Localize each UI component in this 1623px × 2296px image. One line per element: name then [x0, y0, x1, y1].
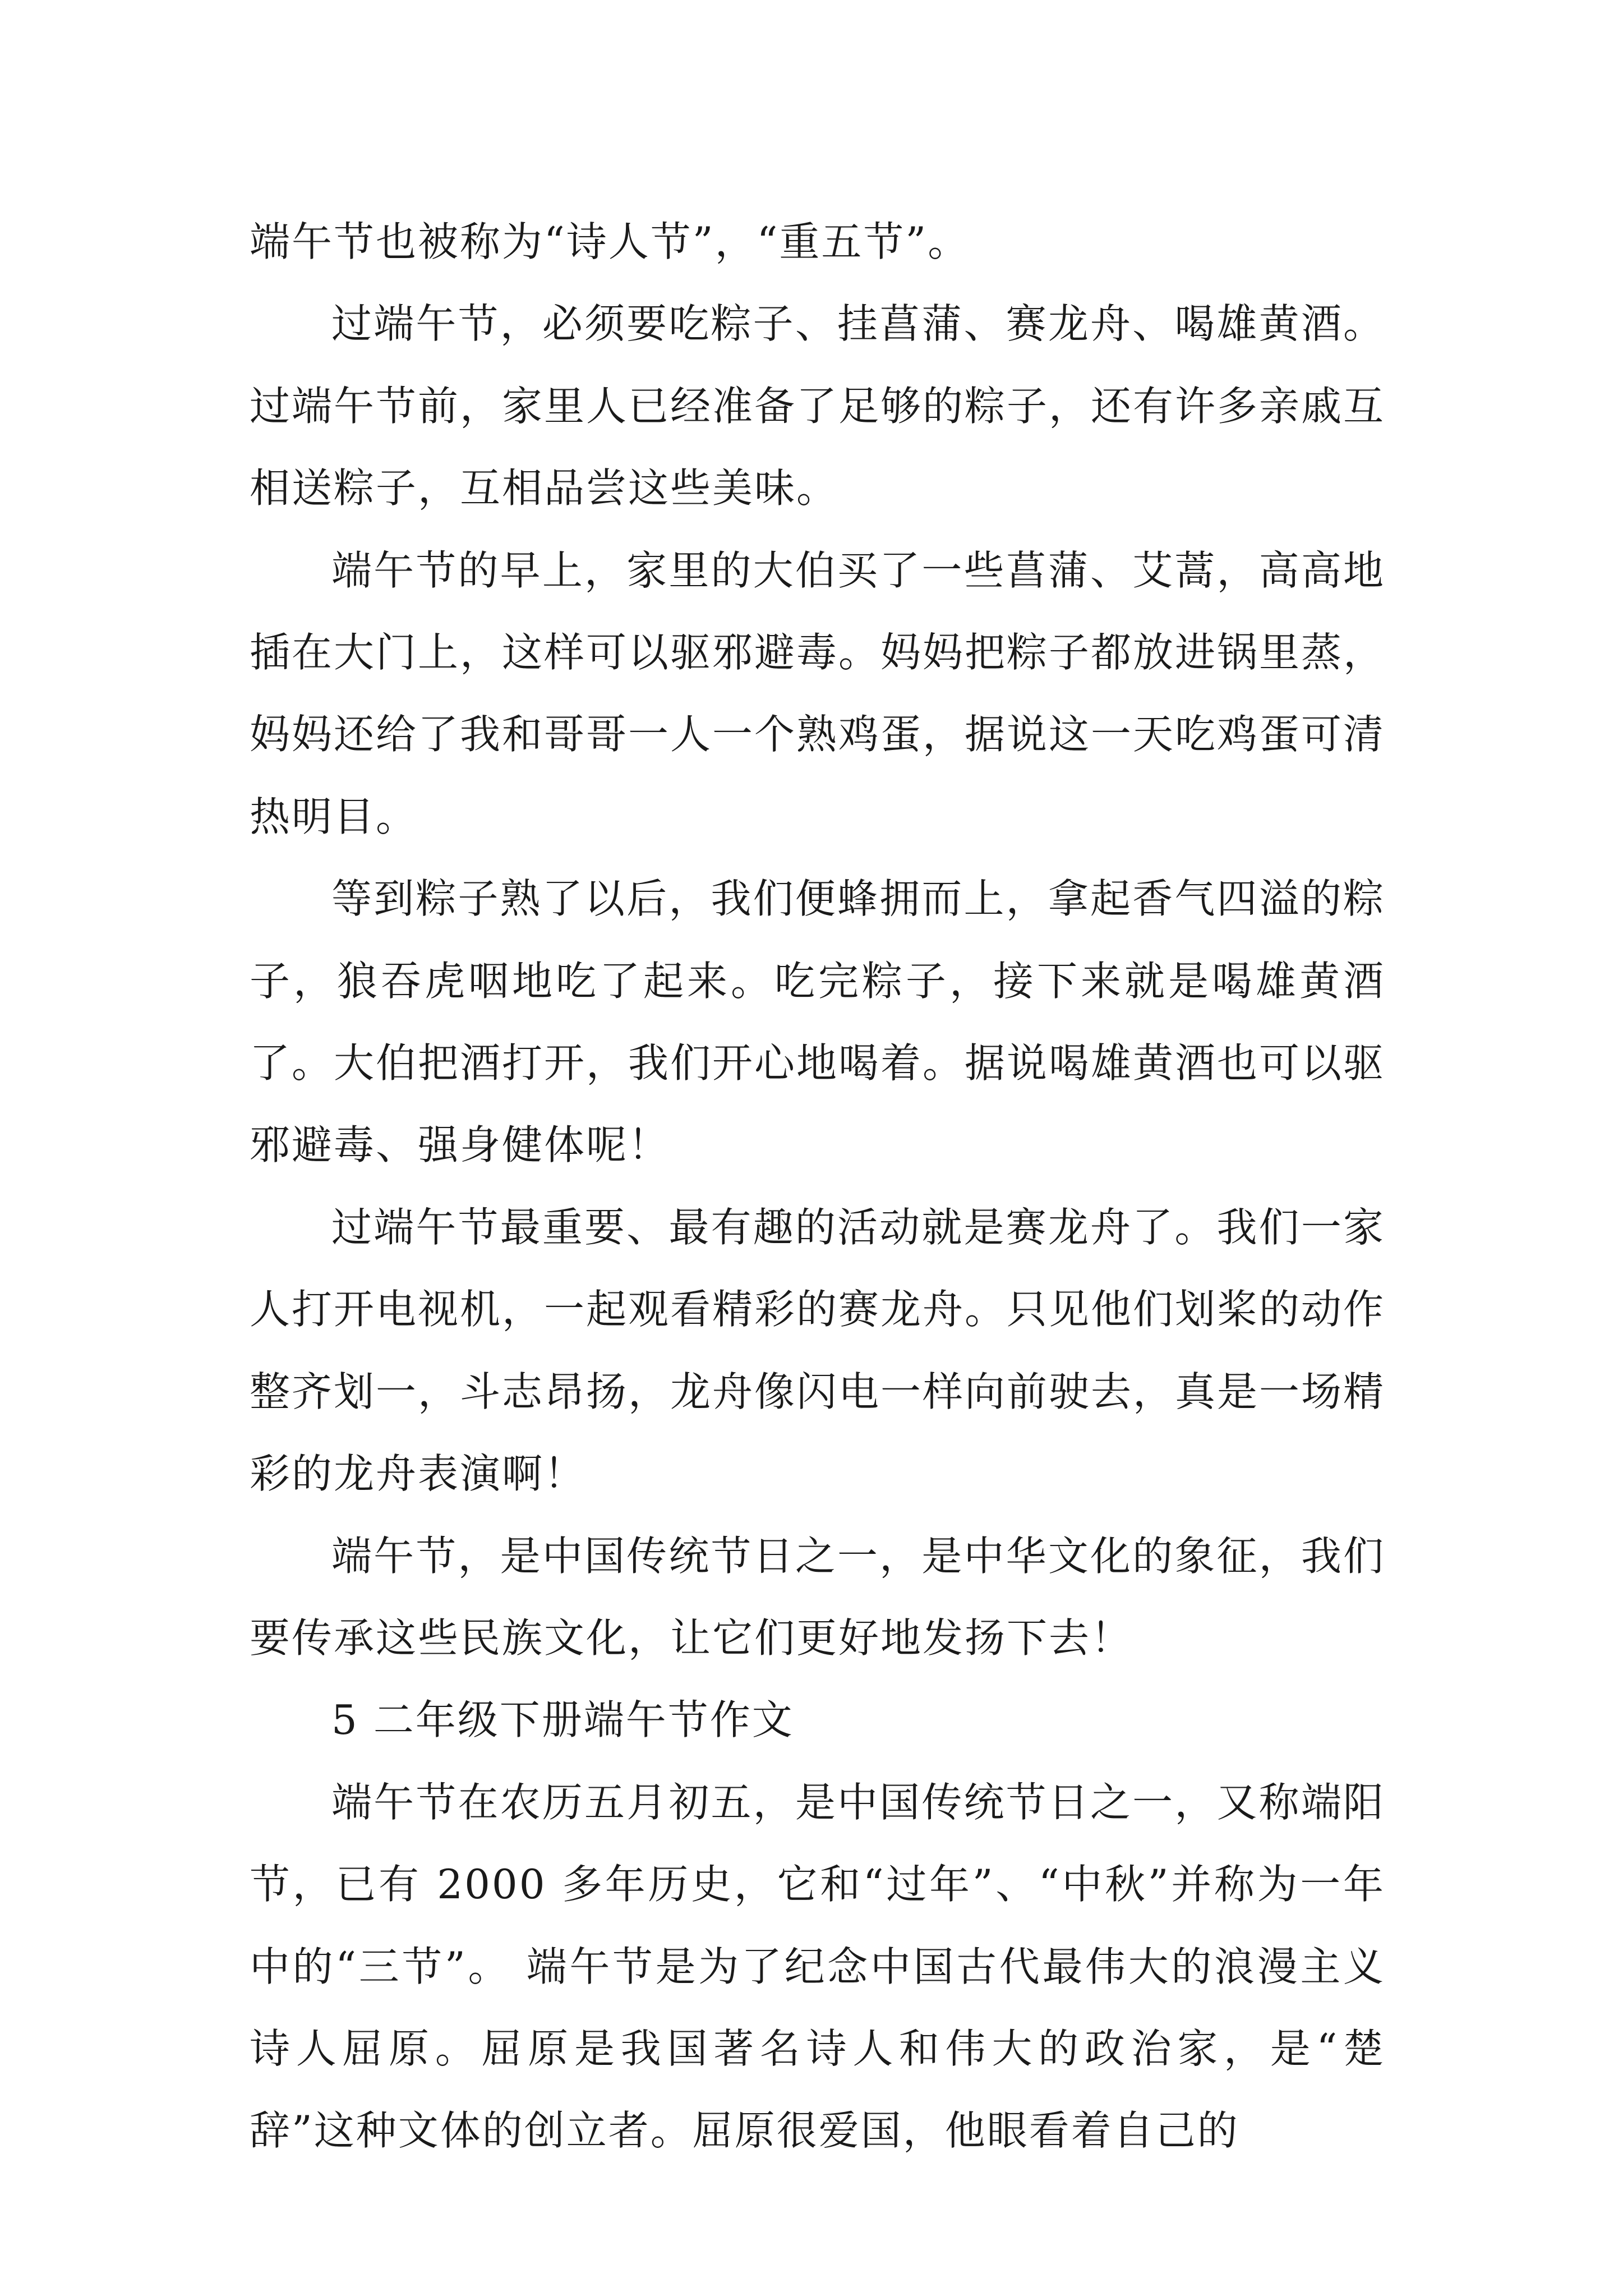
section-heading: 5 二年级下册端午节作文: [331, 1696, 794, 1744]
paragraph-3: 端午节的早上，家里的大伯买了一些菖蒲、艾蒿，高高地插在大门上，这样可以驱邪避毒。妈妈把粽子都放进锅里蒸，妈妈还给了我和哥哥一人一个熟鸡蛋，据说这一天吃鸡蛋可清热明目。: [250, 546, 1386, 840]
paragraph-2: 过端午节，必须要吃粽子、挂菖蒲、赛龙舟、喝雄黄酒。过端午节前，家里人已经准备了足够的粽子，还有许多亲戚互相送粽子，互相品尝这些美味。: [250, 300, 1386, 512]
paragraph-5: 过端午节最重要、最有趣的活动就是赛龙舟了。我们一家人打开电视机，一起观看精彩的赛龙舟。只见他们划桨的动作整齐划一，斗志昂扬，龙舟像闪电一样向前驶去，真是一场精彩的龙舟表演啊！: [250, 1203, 1386, 1498]
paragraph-1: 端午节也被称为“诗人节”，“重五节”。: [250, 218, 970, 265]
paragraph-7: 端午节在农历五月初五，是中国传统节日之一，又称端阳节，已有 2000 多年历史，它和“过年”、“中秋”并称为一年中的“三节”。 端午节是为了纪念中国古代最伟大的浪漫主义诗人屈原。屈原是我国著名诗人和伟大的政治家，是“楚辞”这种文体的创立者。屈原很爱国，他眼看着自己的: [250, 1778, 1385, 2155]
essay-body: [250, 201, 1385, 2172]
paragraph-6: 端午节，是中国传统节日之一，是中华文化的象征，我们要传承这些民族文化，让它们更好地发扬下去！: [250, 1532, 1385, 1662]
paragraph-4: 等到粽子熟了以后，我们便蜂拥而上，拿起香气四溢的粽子，狼吞虎咽地吃了起来。吃完粽子，接下来就是喝雄黄酒了。大伯把酒打开，我们开心地喝着。据说喝雄黄酒也可以驱邪避毒、强身健体呢！: [250, 875, 1386, 1169]
